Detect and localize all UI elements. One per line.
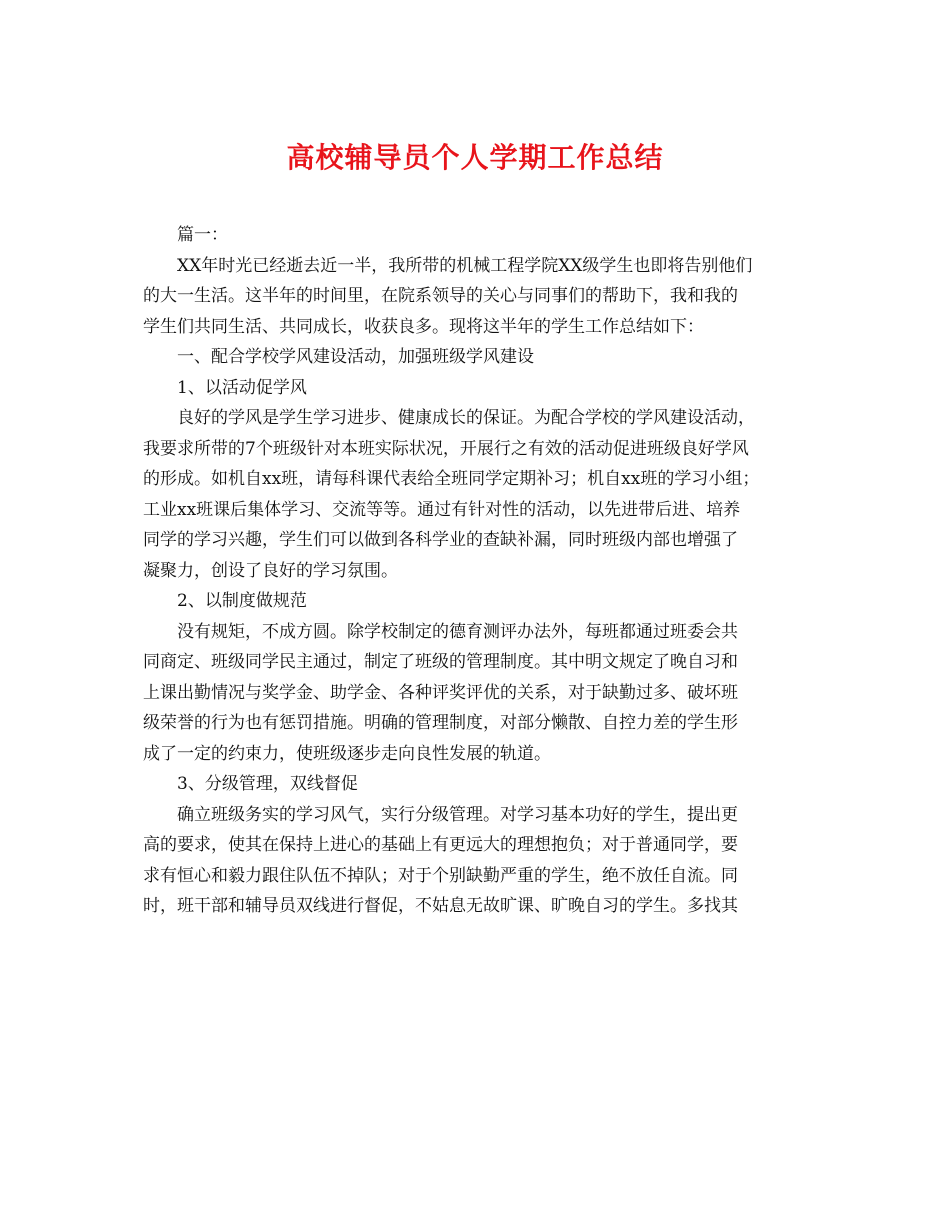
text-line: 学生们共同生活、共同成长，收获良多。现将这半年的学生工作总结如下：: [143, 316, 704, 337]
text-line: 良好的学风是学生学习进步、健康成长的保证。为配合学校的学风建设活动，: [177, 408, 755, 428]
text-line: 级荣誉的行为也有惩罚措施。明确的管理制度，对部分懒散、自控力差的学生形: [143, 713, 738, 733]
document-body: [143, 220, 815, 922]
text-line: 同学的学习兴趣，学生们可以做到各科学业的查缺补漏，同时班级内部也增强了: [143, 530, 738, 550]
text-line: 没有规矩，不成方圆。除学校制定的德育测评办法外，每班都通过班委会共: [177, 621, 738, 642]
text-line: 一、配合学校学风建设活动，加强班级学风建设: [177, 347, 534, 367]
text-line: 的大一生活。这半年的时间里，在院系领导的关心与同事们的帮助下，我和我的: [143, 286, 738, 306]
text-line: 凝聚力，创设了良好的学习氛围。: [143, 560, 398, 581]
text-line: 确立班级务实的学习风气，实行分级管理。对学习基本功好的学生，提出更: [177, 804, 738, 825]
document-title: 高校辅导员个人学期工作总结: [286, 141, 664, 174]
text-line: 的形成。如机自xx班，请每科课代表给全班同学定期补习；机自xx班的学习小组；: [143, 469, 760, 489]
text-line: XX年时光已经逝去近一半，我所带的机械工程学院XX级学生也即将告别他们: [177, 255, 753, 276]
text-line: 篇一：: [177, 225, 228, 245]
text-line: 2、以制度做规范: [177, 591, 307, 611]
text-line: 成了一定的约束力，使班级逐步走向良性发展的轨道。: [143, 743, 551, 764]
text-line: 高的要求，使其在保持上进心的基础上有更远大的理想抱负；对于普通同学，要: [143, 835, 738, 855]
text-line: 求有恒心和毅力跟住队伍不掉队；对于个别缺勤严重的学生，绝不放任自流。同: [143, 865, 738, 886]
text-line: 上课出勤情况与奖学金、助学金、各种评奖评优的关系，对于缺勤过多、破坏班: [143, 682, 738, 703]
text-line: 工业xx班课后集体学习、交流等等。通过有针对性的活动，以先进带后进、培养: [143, 499, 741, 520]
text-line: 3、分级管理，双线督促: [177, 774, 358, 794]
text-line: 我要求所带的7个班级针对本班实际状况，开展行之有效的活动促进班级良好学风: [143, 438, 749, 459]
text-line: 1、以活动促学风: [177, 377, 307, 398]
text-line: 同商定、班级同学民主通过，制定了班级的管理制度。其中明文规定了晚自习和: [143, 652, 738, 672]
text-line: 时，班干部和辅导员双线进行督促，不姑息无故旷课、旷晚自习的学生。多找其: [143, 896, 738, 916]
